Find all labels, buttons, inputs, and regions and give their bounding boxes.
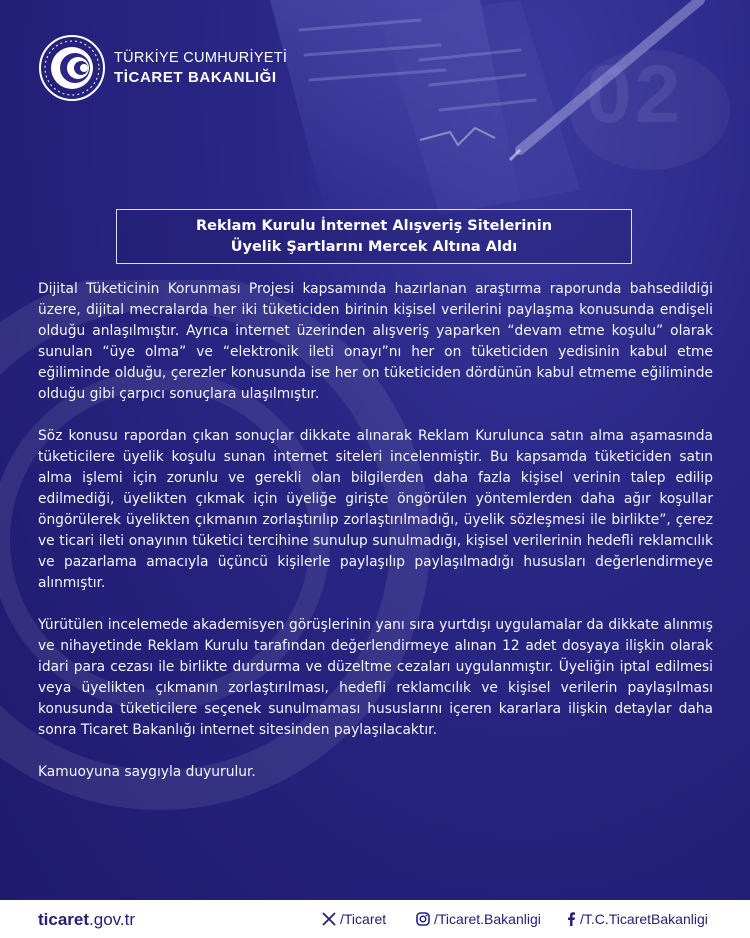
headline-line-1: Reklam Kurulu İnternet Alışveriş Sitelerinin (195, 217, 553, 234)
ministry-logo[interactable] (38, 34, 287, 102)
facebook-link[interactable] (566, 911, 708, 927)
facebook-handle: /T.C.TicaretBakanligi (580, 911, 708, 927)
paragraph-3: Yürütülen incelemede akademisyen görüşlerinin yanı sıra yurtdışı uygulamalar da dikkate alınmış ve nihayetinde Reklam Kurulu tarafından değerlendirmeye alınan 12 adet dosyaya ilişkin olarak idari para cezası ile birlikte durdurma ve düzeltme cezaları uygulanmıştır. Üyeliğin iptal edilmesi veya üyelikten çıkmanın zorlaştırılması, hedefli reklamcılık ve kişisel verilerin paylaşılması konusunda tüketicilere seçenek sunulmaması hususlarını içeren kararlara ilişkin detaylar daha sonra Ticaret Bakanlığı internet sitesinden paylaşılacaktır. (38, 617, 713, 738)
logo-ministry-text: TİCARET BAKANLIĞI (114, 69, 277, 86)
website-domain: .gov.tr (89, 910, 136, 929)
logo-country-text: TÜRKİYE CUMHURİYETİ (114, 50, 288, 66)
paragraph-1: Dijital Tüketicinin Korunması Projesi kapsamında hazırlanan araştırma raporunda bahsedildiği üzere, dijital mecralarda her iki tüketiciden birinin kişisel verilerini paylaşma konusunda endişeli olduğu anlaşılmıştır. Ayrıca internet üzerinden alışveriş yaparken “devam etme koşulu” olarak sunulan “üye olma” ve “elektronik ileti onayı”nı her on tüketiciden yedisinin kabul etme eğiliminde olduğu, çerezler konusunda ise her on tüketiciden dördünün kabul etmeme eğiliminde olduğu gibi çarpıcı sonuçlara ulaşılmıştır. (38, 281, 713, 402)
x-icon (322, 912, 336, 926)
headline-line-2: Üyelik Şartlarını Mercek Altına Aldı (230, 238, 518, 255)
closing-line: Kamuoyuna saygıyla duyurulur. (38, 764, 256, 780)
headline-box (116, 209, 632, 264)
announcement-body (38, 279, 713, 804)
x-link[interactable] (322, 911, 386, 927)
paragraph-2: Söz konusu rapordan çıkan sonuçlar dikkate alınarak Reklam Kurulunca satın alma aşamasında tüketicilere üyelik koşulu sunan internet siteleri incelenmiştir. Bu kapsamda tüketiciden satın alma işlemi için zorunlu ve gerekli olan bilgilerden daha fazla kişisel verinin talep edilip edilmediği, üyelikten çıkmak için üyeliğe girişte öngörülen yöntemlerden daha ağır koşullar öngörülerek üyelikten çıkmanın zorlaştırılıp zorlaştırılmadığı, üyelik sözleşmesi ile birlikte”, çerez ve ticari ileti onayının tüketici tercihine sunulup sunulmadığı, kişisel verilerinin hedefli reklamcılık ve pazarlama amacıyla üçüncü kişilerle paylaşılıp paylaşılmadığı hususları değerlendirmeye alınmıştır. (38, 428, 713, 591)
ministry-seal-icon (38, 34, 106, 102)
instagram-handle: /Ticaret.Bakanligi (434, 911, 541, 927)
page-number: 02 (586, 49, 684, 140)
footer-bar (0, 900, 750, 938)
instagram-link[interactable] (416, 911, 541, 927)
website-bold: ticaret (38, 910, 90, 929)
x-handle: /Ticaret (340, 911, 387, 927)
facebook-icon (566, 912, 576, 926)
website-link[interactable] (38, 910, 135, 930)
instagram-icon (416, 912, 430, 926)
